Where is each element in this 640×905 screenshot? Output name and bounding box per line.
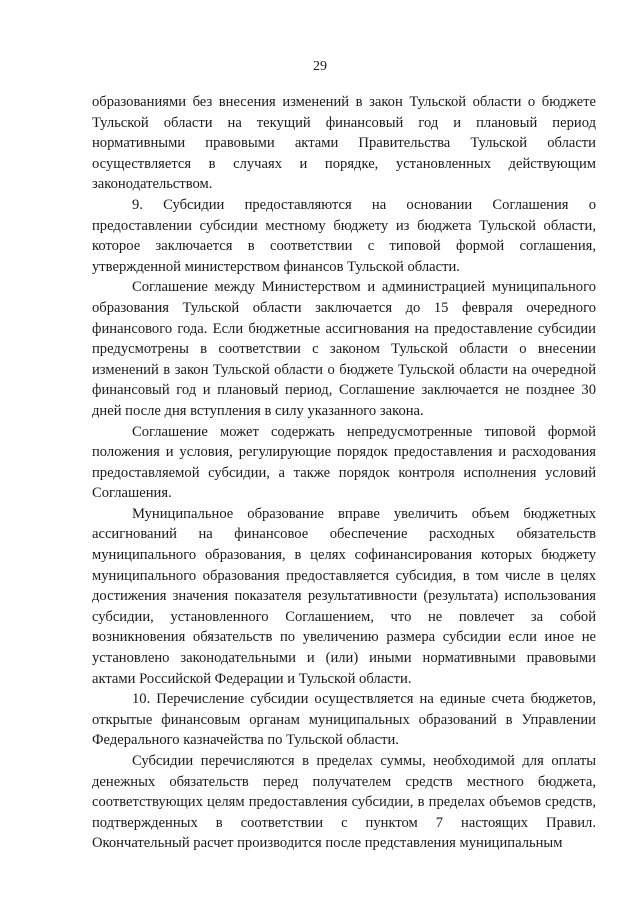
paragraph-continuation: образованиями без внесения изменений в закон Тульской области о бюджете Тульской области на текущий финансовый год и плановый период нормативными правовыми актами Правительства Тульской области осуществляется в случаях и порядке, установленных действующим законодательством. — [92, 94, 596, 193]
paragraph-item-9: 9. Субсидии предоставляются на основании Соглашения о предоставлении субсидии местному бюджету из бюджета Тульской области, которое заключается в соответствии с типовой формой соглашения, утвержденной министерством финансов Тульской области. — [92, 196, 596, 275]
paragraph-municipal-budget: Муниципальное образование вправе увеличить объем бюджетных ассигнований на финансовое обеспечение расходных обязательств муниципального образования, в целях софинансирования которых бюджету муниципального образования предоставляется субсидия, в том числе в целях достижения значения показателя результативности (результата) использования субсидии, установленного Соглашением, что не повлечет за собой возникновения обязательств по увеличению размера субсидии если иное не установлено законодательными и (или) иными нормативными правовыми актами Российской Федерации и Тульской области. — [92, 505, 596, 687]
paragraph-item-10: 10. Перечисление субсидии осуществляется на единые счета бюджетов, открытые финансовым органам муниципальных образований в Управлении Федерального казначейства по Тульской области. — [92, 691, 596, 749]
paragraph-agreement-deadline: Соглашение между Министерством и администрацией муниципального образования Тульской области заключается до 15 февраля очередного финансового года. Если бюджетные ассигнования на предоставление субсидии предусмотрены в соответствии с законом Тульской области о внесении изменений в закон Тульской области о бюджете Тульской области на очередной финансовый год и плановый период, Соглашение заключается не позднее 30 дней после дня вступления в силу указанного закона. — [92, 279, 596, 419]
page-number: 29 — [313, 59, 327, 74]
document-body — [92, 92, 596, 854]
paragraph-agreement-conditions: Соглашение может содержать непредусмотренные типовой формой положения и условия, регулирующие порядок предоставления и расходования предоставляемой субсидии, а также порядок контроля исполнения условий Соглашения. — [92, 423, 596, 502]
paragraph-transfer-limits: Субсидии перечисляются в пределах суммы, необходимой для оплаты денежных обязательств перед получателем средств местного бюджета, соответствующих целям предоставления субсидии, в пределах объемов средств, подтвержденных в соответствии с пунктом 7 настоящих Правил. Окончательный расчет производится после представления муниципальным — [92, 753, 596, 852]
